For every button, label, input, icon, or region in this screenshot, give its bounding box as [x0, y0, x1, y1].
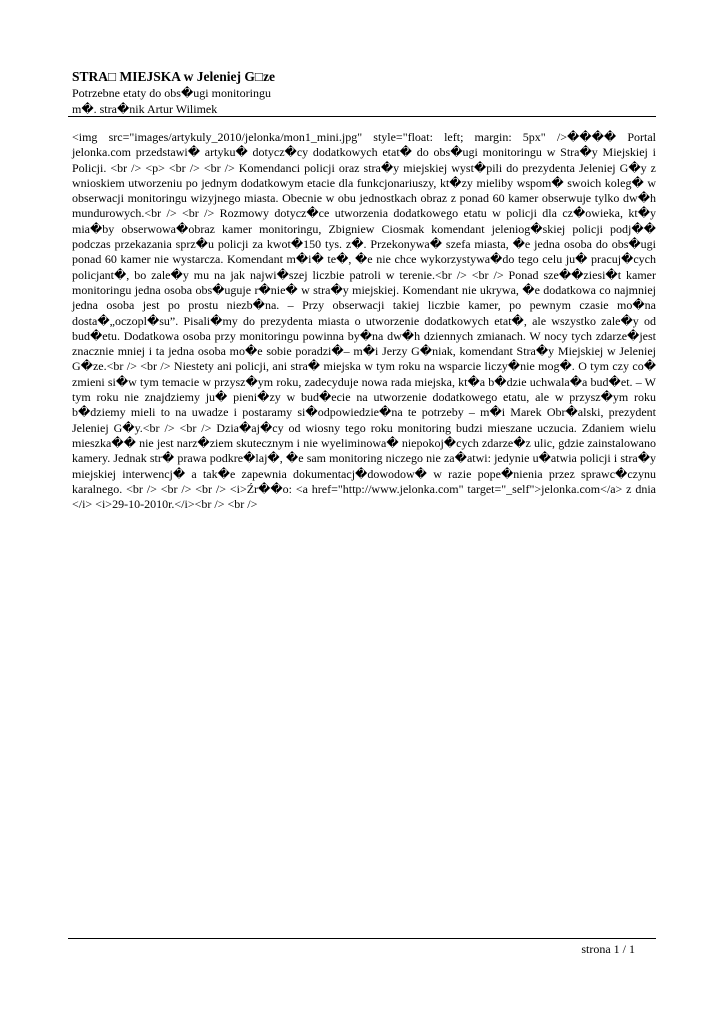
footer-divider [68, 938, 656, 939]
article-body: <img src="images/artykuly_2010/jelonka/mon1_mini.jpg" style="float: left; margin: 5px" />���� Portal jelonka.com przedstawi� artyku� dotycz�cy dodatkowych etat� do obs�ugi monitoringu w Stra�y Miejskiej i Policji. <br /> <p> <br /> <br /> Komendanci policji oraz stra�y miejskiej wyst�pili do prezydenta Jeleniej G�y z wnioskiem utworzeniu po jednym dodatkowym etacie dla funkcjonariuszy, kt�zy mieliby wspom� swoich koleg� w obserwacji monitoringu wizyjnego miasta. Obecnie w obu jednostkach obraz z ponad 60 kamer obserwuje tylko dw�h mundurowych.<br /> <br /> Rozmowy dotycz�ce utworzenia dodatkowego etatu w policji dla cz�owieka, kt�y mia�by obserwowa�obraz kamer monitoringu, Zbigniew Ciosmak komendant jeleniog�skiej policji podj�� podczas przekazania sprz�u policji za kwot�150 tys. z�. Przekonywa� szefa miasta, �e jedna osoba do obs�ugi ponad 60 kamer nie wystarcza. Komendant m�i� te�, �e nie chce wykorzystywa�do tego celu ju� pracuj�cych policjant�, bo zale�y mu na jak najwi�szej liczbie patroli w terenie.<br /> <br /> Ponad sze��ziesi�t kamer monitoringu jedna osoba obs�uguje r�nie� w stra�y miejskiej. Komendant nie ukrywa, �e dodatkowa co najmniej jedna osoba jest po prostu niezb�na. – Przy obserwacji takiej liczbie kamer, po pewnym czasie mo�na dosta�„oczopl�su”. Pisali�my do prezydenta miasta o utworzenie dodatkowych etat�, ale wszystko zale�y od bud�etu. Dodatkowa osoba przy monitoringu powinna by�na dw�h dziennych zmianach. W nocy tych zdarze�jest znacznie mniej i ta jedna osoba mo�e sobie poradzi�– m�i Jerzy G�niak, komendant Stra�y Miejskiej w Jeleniej G�ze.<br /> <br /> Niestety ani policji, ani stra� miejska w tym roku na wsparcie liczy�nie mog�. O tym czy co� zmieni si�w tym temacie w przysz�ym roku, zadecyduje nowa rada miejska, kt�a b�dzie uchwala�a bud�et. – W tym roku nie znajdziemy ju� pieni�zy w bud�ecie na utworzenie dodatkowego etatu, ale w przysz�ym roku b�dziemy mieli to na uwadze i postaramy si�odpowiedzie�na te potrzeby – m�i Marek Obr�alski, prezydent Jeleniej G�y.<br /> <br /> Dzia�aj�cy od wiosny tego roku monitoring budzi mieszane uczucia. Zdaniem wielu mieszka�� nie jest narz�ziem skutecznym i nie wyeliminowa� niepokoj�cych zdarze�z ulic, gdzie zainstalowano kamery. Jednak str� prawa podkre�laj�, �e sam monitoring niczego nie za�atwi: jedynie u�atwia policji i stra�y miejskiej interwencj� a tak�e zapewnia dokumentacj�dowodow� w razie pope�nienia przez sprawc�czynu karalnego. <br /> <br /> <br /> <i>Źr��o: <a href="http://www.jelonka.com" target="_self">jelonka.com</a> z dnia </i> <i>29-10-2010r.</i><br /> <br /> [72, 130, 656, 512]
document-title: STRA□ MIEJSKA w Jeleniej G□ze [72, 69, 276, 84]
document-subtitle: Potrzebne etaty do obs�ugi monitoringu [72, 86, 271, 100]
header-divider [68, 116, 656, 117]
document-header [72, 68, 652, 117]
page-number: strona 1 / 1 [581, 942, 635, 956]
document-author: m�. stra�nik Artur Wilimek [72, 102, 218, 116]
